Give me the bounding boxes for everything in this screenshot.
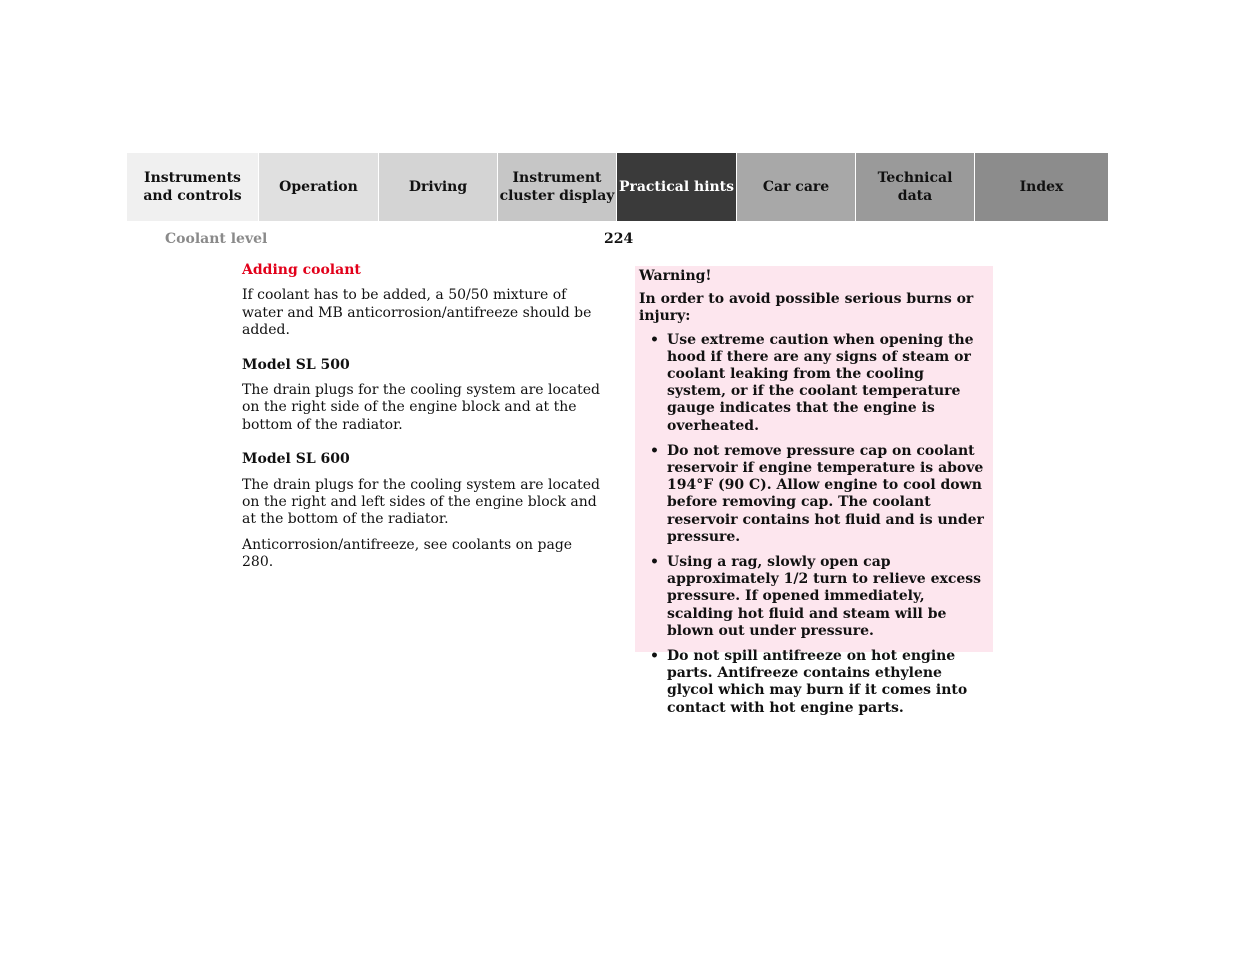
model-sl500-heading: Model SL 500 [242,356,350,373]
section-title: Coolant level [165,231,268,247]
tab-label: Car care [762,179,830,195]
tab-label: Index [1019,179,1064,195]
section-heading: Adding coolant [242,262,361,278]
page-number: 224 [604,231,634,247]
list-item [639,332,987,435]
bullet-icon: • [650,331,659,348]
tab-label: Practical hints [618,179,735,195]
tab-label: Operation [279,179,358,195]
tab-label: Driving [408,179,468,195]
warning-item-text: Using a rag, slowly open cap approximately 1/2 turn to relieve excess pressure. If opened immediately, scalding hot fluid and steam will be blown out under pressure. [667,554,982,639]
list-item [639,554,987,640]
tab-instruments-and-controls[interactable] [127,153,259,221]
warning-item-text: Do not remove pressure cap on coolant reservoir if engine temperature is above 194°F (90 C). Allow engine to cool down before removing cap. The coolant reservoir contains hot fluid and is under pressure. [667,442,984,545]
warning-item-text: Use extreme caution when opening the hood if there are any signs of steam or coolant leaking from the cooling system, or if the coolant temperature gauge indicates that the engine is overheated. [667,331,974,434]
tab-technical-data[interactable] [856,153,975,221]
intro-paragraph: If coolant has to be added, a 50/50 mixture of water and MB anticorrosion/antifreeze should be added. [242,287,592,339]
warning-list [639,332,987,717]
model-sl600-text: The drain plugs for the cooling system are located on the right and left sides of the engine block and at the bottom of the radiator. [242,476,600,528]
model-sl600-heading: Model SL 600 [242,451,350,468]
tab-operation[interactable] [259,153,379,221]
tab-practical-hints[interactable] [617,153,737,221]
tab-instrument-cluster-display[interactable] [498,153,617,221]
warning-intro: In order to avoid possible serious burns or injury: [639,291,974,325]
warning-box [635,266,993,716]
bullet-icon: • [650,554,659,571]
tab-label: Instrument cluster display [499,170,615,204]
list-item [639,443,987,546]
list-item [639,648,987,717]
main-content [242,262,607,580]
warning-item-text: Do not spill antifreeze on hot engine parts. Antifreeze contains ethylene glycol which may burn if it comes into contact with hot engine parts. [667,648,968,716]
bullet-icon: • [650,648,659,665]
tab-index[interactable] [975,153,1108,221]
tab-car-care[interactable] [737,153,856,221]
tab-label: Instruments and controls [143,170,242,204]
chapter-tab-bar [127,153,1108,221]
coolant-reference: Anticorrosion/antifreeze, see coolants on page 280. [242,536,573,571]
model-sl500-text: The drain plugs for the cooling system are located on the right side of the engine block and at the bottom of the radiator. [242,382,600,433]
tab-label: Technical data [877,170,953,204]
warning-title: Warning! [639,268,712,284]
tab-driving[interactable] [379,153,498,221]
bullet-icon: • [650,442,659,459]
